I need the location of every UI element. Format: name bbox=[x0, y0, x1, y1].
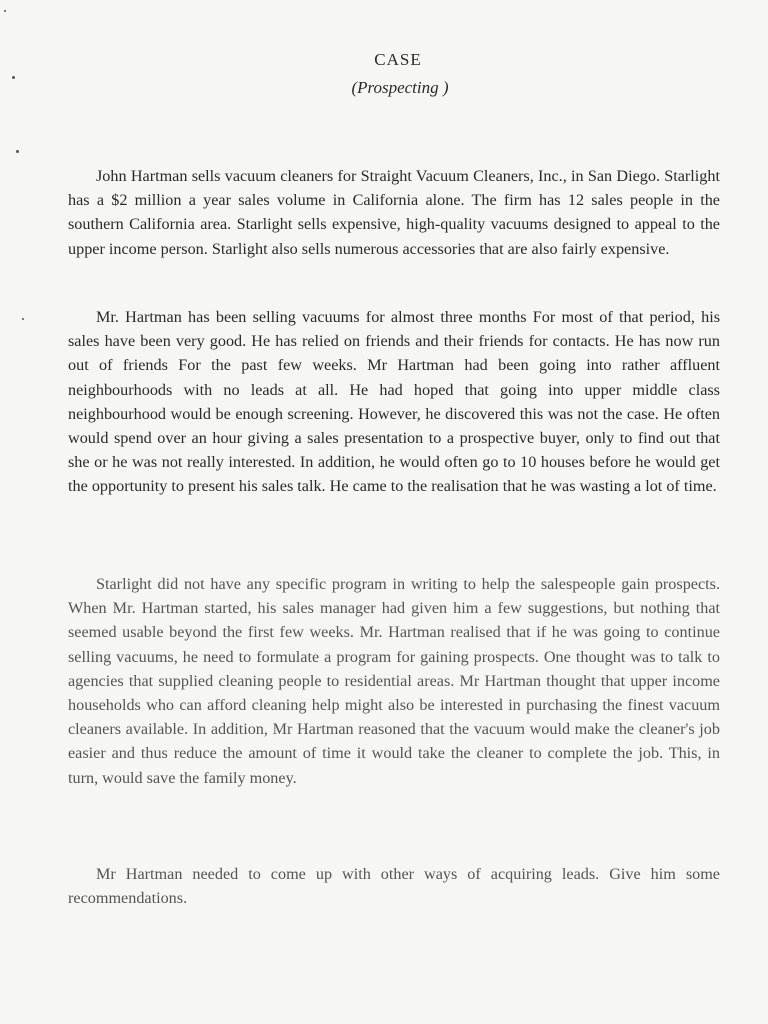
scan-speck bbox=[4, 10, 6, 12]
page-subtitle: (Prospecting ) bbox=[351, 78, 449, 97]
paragraph-program bbox=[68, 572, 720, 790]
scan-speck bbox=[22, 318, 24, 320]
paragraph-question bbox=[68, 862, 720, 910]
paragraph-intro bbox=[68, 164, 720, 261]
paragraph-text: Starlight did not have any specific program in writing to help the salespeople gain prospects. When Mr. Hartman started, his sales manager had given him a few suggestions, but nothing that seemed usable beyond the first few weeks. Mr. Hartman realised that if he was going to continue selling vacuums, he need to formulate a program for gaining prospects. One thought was to talk to agencies that supplied cleaning people to residential areas. Mr Hartman thought that upper income households who can afford cleaning help might also be interested in purchasing the finest vacuum cleaners available. In addition, Mr Hartman reasoned that the vacuum would make the cleaner's job easier and thus reduce the amount of time it would take the cleaner to complete the job. This, in turn, would save the family money. bbox=[68, 575, 720, 787]
paragraph-situation bbox=[68, 305, 720, 499]
scan-speck bbox=[16, 150, 19, 153]
paragraph-text: Mr Hartman needed to come up with other ways of acquiring leads. Give him some recommendations. bbox=[68, 865, 720, 908]
page-title: CASE bbox=[374, 50, 422, 69]
paragraph-text: Mr. Hartman has been selling vacuums for almost three months For most of that period, his sales have been very good. He has relied on friends and their friends for contacts. He has now run out of friends For the past few weeks. Mr Hartman had been going into rather affluent neighbourhoods with no leads at all. He had hoped that going into upper middle class neighbourhood would be enough screening. However, he discovered this was not the case. He often would spend over an hour giving a sales presentation to a prospective buyer, only to find out that she or he was not really interested. In addition, he would often go to 10 houses before he would get the opportunity to present his sales talk. He came to the realisation that he was wasting a lot of time. bbox=[68, 308, 720, 496]
paragraph-text: John Hartman sells vacuum cleaners for Straight Vacuum Cleaners, Inc., in San Diego. Starlight has a $2 million a year sales volume in California alone. The firm has 12 sales people in the southern California area. Starlight sells expensive, high-quality vacuums designed to appeal to the upper income person. Starlight also sells numerous accessories that are also fairly expensive. bbox=[68, 167, 720, 258]
